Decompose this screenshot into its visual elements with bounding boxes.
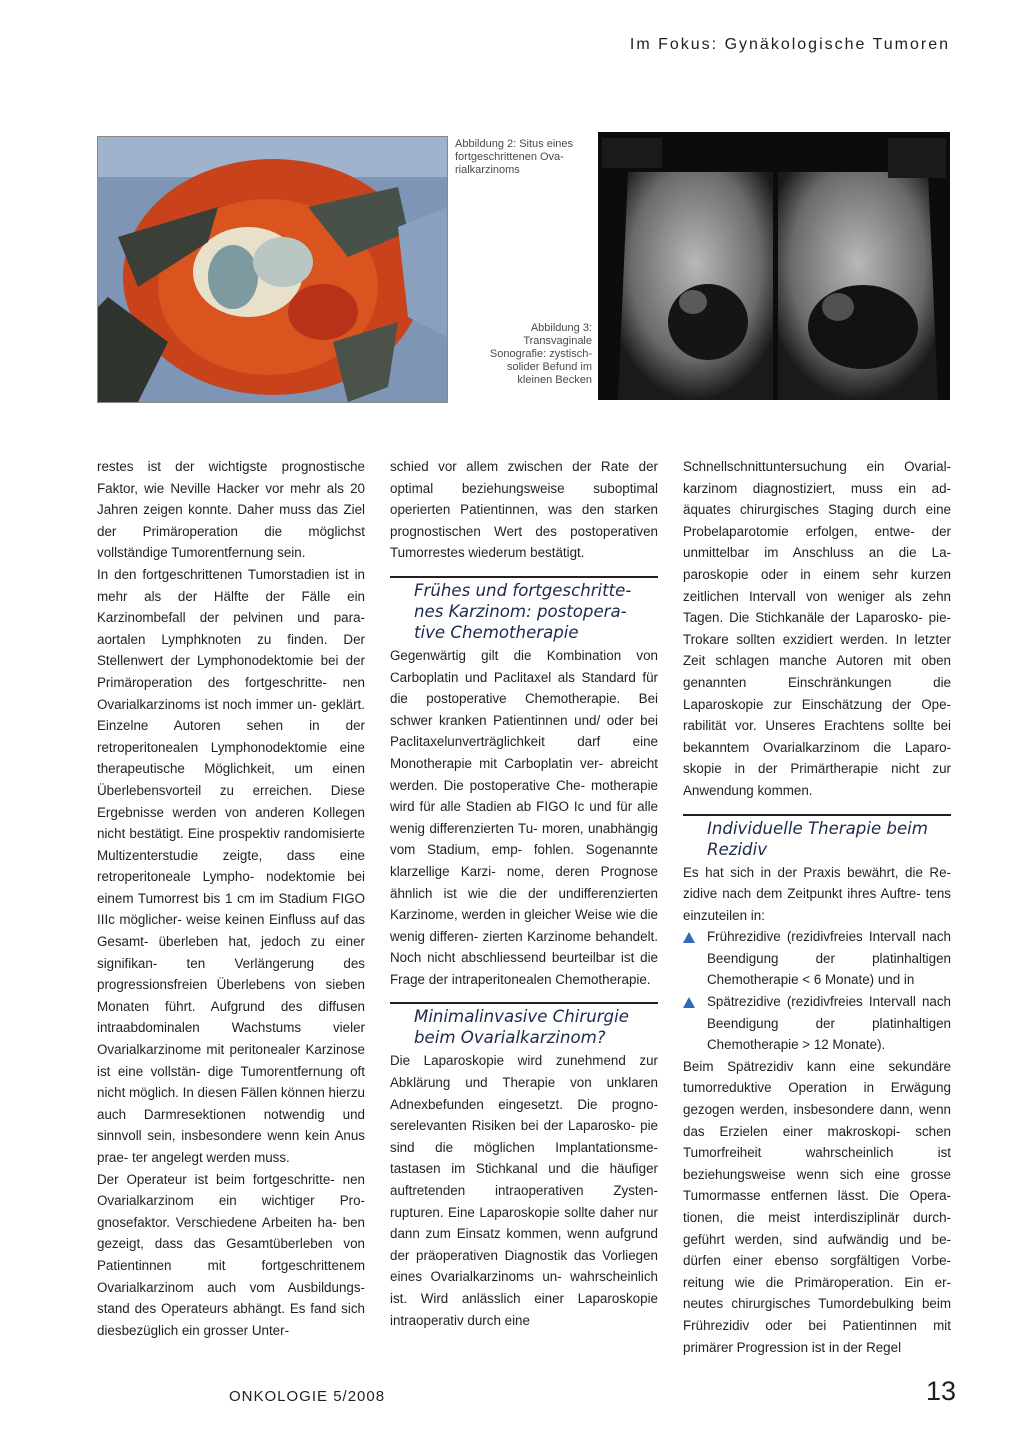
paragraph: Die Laparoskopie wird zunehmend zur Abklärung und Therapie von unklaren Adnexbefunden eingesetzt. Die progno- serelevanten Risiken bei der Laparosko- pie sind die möglichen Implantationsme- tastasen im Stichkanal und die häufiger auftretenden intraoperativen Zysten- rupturen. Eine Laparoskopie sollte daher nur dann zum Einsatz kommen, wenn aufgrund der präoperativen Diagnostik das Vorliegen eines Ovarialkarzinoms un- wahrscheinlich ist. Wird anlässlich einer Laparoskopie intraoperativ durch eine [390, 1053, 658, 1328]
paragraph: Der Operateur ist beim fortgeschritte- nen Ovarialkarzinom ein wichtiger Pro- gnosefaktor. Verschiedene Arbeiten ha- ben gezeigt, dass das Gesamtüberleben von Patientinnen mit fortgeschrittenem Ovarialkarzinom auch vom Ausbildungs- stand des Operateurs abhängt. Es fand sich diesbezüglich ein grosser Unter- [97, 1171, 365, 1338]
list-item-text: Spätrezidive (rezidivfreies Intervall nach Beendigung der platinhaltigen Chemotherapie > 12 Monate). [707, 994, 951, 1053]
figure-3-caption: Abbildung 3: Transvaginale Sonografie: zystisch-solider Befund im kleinen Becken [489, 322, 592, 386]
text-column-3 [683, 456, 951, 1358]
text-column-2 [390, 456, 658, 1331]
section-heading: Frühes und fortgeschritte- nes Karzinom: postopera- tive Chemotherapie [414, 580, 632, 642]
triangle-bullet-icon [683, 997, 695, 1008]
running-header: Im Fokus: Gynäkologische Tumoren [629, 36, 950, 53]
figure-2-caption: Abbildung 2: Situs eines fortgeschrittenen Ova- rialkarzinoms [455, 138, 574, 176]
paragraph: Schnellschnittuntersuchung ein Ovarial- karzinom diagnostiziert, muss ein ad- äquates chirurgisches Staging durch eine Probelaparotomie erfolgen, entwe- der unmittelbar im Anschluss an die La- paroskopie oder in einem sehr kurzen zeitlichen Intervall von weniger als zehn Tagen. Die Stichkanäle der Laparosko- pie-Trokare sollten exzidiert werden. In letzter Zeit schlagen manche Autoren mit oben genannten Einschränkungen die Laparoskopie zur Einschätzung der Ope- rabilität vor. Unseres Erachtens sollte bei bekanntem Ovarialkarzinom die Laparo- skopie in der Primärtherapie nicht zur Anwendung kommen. [683, 459, 951, 798]
section-heading-block [390, 576, 658, 643]
section-heading: Individuelle Therapie beim Rezidiv [707, 818, 928, 859]
section-heading: Minimalinvasive Chirurgie beim Ovarialkarzinom? [414, 1007, 629, 1048]
text-column-1 [97, 456, 365, 1341]
recurrence-list [683, 926, 951, 1056]
paragraph: schied vor allem zwischen der Rate der optimal beziehungsweise suboptimal operierten Patientinnen, was den starken prognostischen Wert des postoperativen Tumorrestes wiederum bestätigt. [390, 459, 658, 561]
journal-footer: ONKOLOGIE 5/2008 [229, 1388, 386, 1405]
section-heading-block [390, 1002, 658, 1048]
surgical-situs-photo [97, 136, 448, 403]
ultrasound-image [598, 132, 950, 400]
page-number: 13 [926, 1376, 957, 1406]
list-item [683, 926, 951, 991]
paragraph: In den fortgeschrittenen Tumorstadien ist in mehr als der Hälfte der Fälle ein Karzinombefall der pelvinen und para- aortalen Lymphknoten zu finden. Der Stellenwert der Lymphonodektomie bei der Primäroperation des fortgeschritte- nen Ovarialkarzinoms ist noch immer un- geklärt. Einzelne Autoren sehen in der retroperitonealen Lymphonodektomie eine therapeutische Möglichkeit, um einen Überlebensvorteil zu erreichen. Diese Ergebnisse werden von anderen Kollegen nicht bestätigt. Eine prospektiv randomisierte Multizenterstudie zeigte, dass eine retroperitoneale Lympho- nodektomie bei einem Tumorrest bis 1 cm im Stadium FIGO IIIc möglicher- weise keinen Einfluss auf das Gesamt- überleben hat, jedoch zu einer signifikan- ten Verlängerung des progressionsfreien Überlebens von sieben Monaten führt. Aufgrund des diffusen intraabdominalen Wachstums vieler Ovarialkarzinome mit peritonealer Karzinose ist eine vollstän- dige Tumorentfernung oft nicht möglich. In diesen Fällen können hierzu auch Darmresektionen notwendig und sinnvoll sein, insbesondere wenn kein Anus prae- ter angelegt werden muss. [97, 566, 365, 1165]
paragraph: Es hat sich in der Praxis bewährt, die Re- zidive nach dem Zeitpunkt ihres Auftre- tens einzuteilen in: [683, 864, 951, 923]
paragraph: Beim Spätrezidiv kann eine sekundäre tumorreduktive Operation in Erwägung gezogen werden, insbesondere dann, wenn das Erzielen einer makroskopi- schen Tumorfreiheit wahrscheinlich ist beziehungsweise wenn sich eine grosse Tumormasse entfernen lässt. Die Opera- tionen, die meist interdisziplinär durch- geführt werden, sind aufwändig und be- dürfen einer ebenso sorgfältigen Vorbe- reitung wie die Primäroperation. Ein er- neutes chirurgisches Tumordebulking beim Frührezidiv oder bei Patientinnen mit primärer Progression ist in der Regel [683, 1058, 951, 1355]
section-heading-block [683, 814, 951, 860]
paragraph: Gegenwärtig gilt die Kombination von Carboplatin und Paclitaxel als Standard für die postoperative Chemotherapie. Bei schwer kranken Patientinnen und/ oder bei Paclitaxelunverträglichkeit darf eine Monotherapie mit Carboplatin ver- abreicht werden. Die postoperative Che- motherapie wird für alle Stadien ab FIGO Ic und für alle wenig differenzierten Tu- moren, unabhängig vom Stadium, emp- fohlen. Sogenannte klarzellige Karzi- nome, deren Prognose ähnlich ist wie die der undifferenzierten Karzinome, werden in gleicher Weise wie die wenig differen- zierten Karzinome behandelt. Noch nicht abschliessend beurteilbar ist die Frage der intraperitonealen Chemotherapie. [390, 647, 658, 987]
triangle-bullet-icon [683, 932, 695, 943]
list-item [683, 991, 951, 1056]
paragraph: restes ist der wichtigste prognostische Faktor, wie Neville Hacker vor mehr als 20 Jahren zeigen konnte. Daher muss das Ziel der Primäroperation die möglichst vollständige Tumorentfernung sein. [97, 459, 365, 561]
list-item-text: Frührezidive (rezidivfreies Intervall nach Beendigung der platinhaltigen Chemotherapie < 6 Monate) und in [707, 929, 951, 988]
